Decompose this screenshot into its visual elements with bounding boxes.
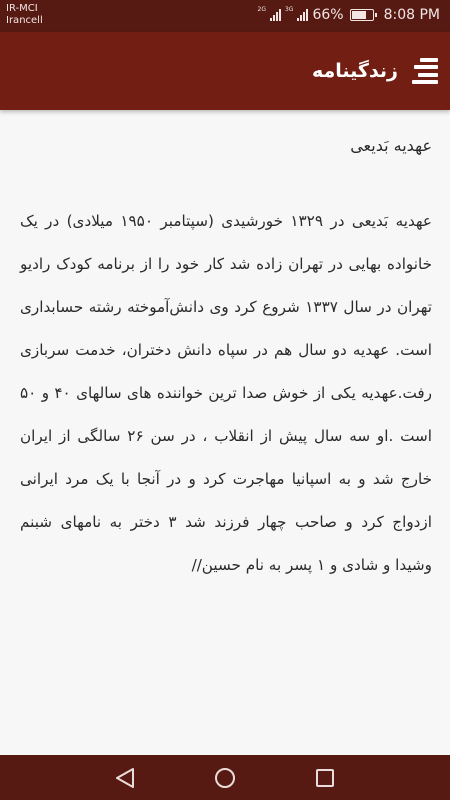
menu-icon[interactable] [410, 58, 438, 84]
app-bar [0, 32, 450, 110]
recents-square-icon[interactable] [314, 767, 336, 789]
signal-icon [270, 9, 281, 21]
content-area[interactable] [0, 110, 450, 755]
status-icons [258, 6, 440, 24]
carrier-2: Irancell [6, 15, 43, 26]
carrier-1: IR-MCI [6, 3, 38, 14]
signal-icon-2 [297, 9, 308, 21]
battery-icon [350, 9, 374, 21]
network-type-1: 2G [257, 6, 266, 13]
battery-percent: 66% [312, 7, 344, 23]
article-heading: عهدیه بَدیعی [350, 136, 432, 155]
home-circle-icon[interactable] [214, 767, 236, 789]
article-body: عهدیه بَدیعی در ۱۳۲۹ خورشیدی (سپتامبر ۱۹۵۰ میلادی) در یک خانواده بهایی در تهران زاده شد کار خود را از برنامه کودک رادیو تهران در سال ۱۳۳۷ شروع کرد وی دانش‌آموخته رشته حسابداری است. عهدیه دو سال هم در سپاه دانش دختران، خدمت سربازی رفت.عهدیه یکی از خوش صدا ترین خواننده های سالهای ۴۰ و ۵۰ است .او سه سال پیش از انقلاب ، در سن ۲۶ سالگی از ایران خارج شد و به اسپانیا مهاجرت کرد و در آنجا با یک مرد ایرانی ازدواج کرد و صاحب چهار فرزند شد ۳ دختر به نامهای شبنم وشیدا و شادی و ۱ پسر به نام حسین// [20, 212, 432, 574]
clock: 8:08 PM [383, 7, 440, 23]
back-triangle-icon[interactable] [114, 767, 136, 789]
navigation-bar [0, 755, 450, 800]
page-title: زندگینامه [311, 60, 398, 82]
network-type-2: 3G [284, 6, 294, 13]
status-bar [0, 0, 450, 32]
carrier-info [6, 3, 43, 27]
